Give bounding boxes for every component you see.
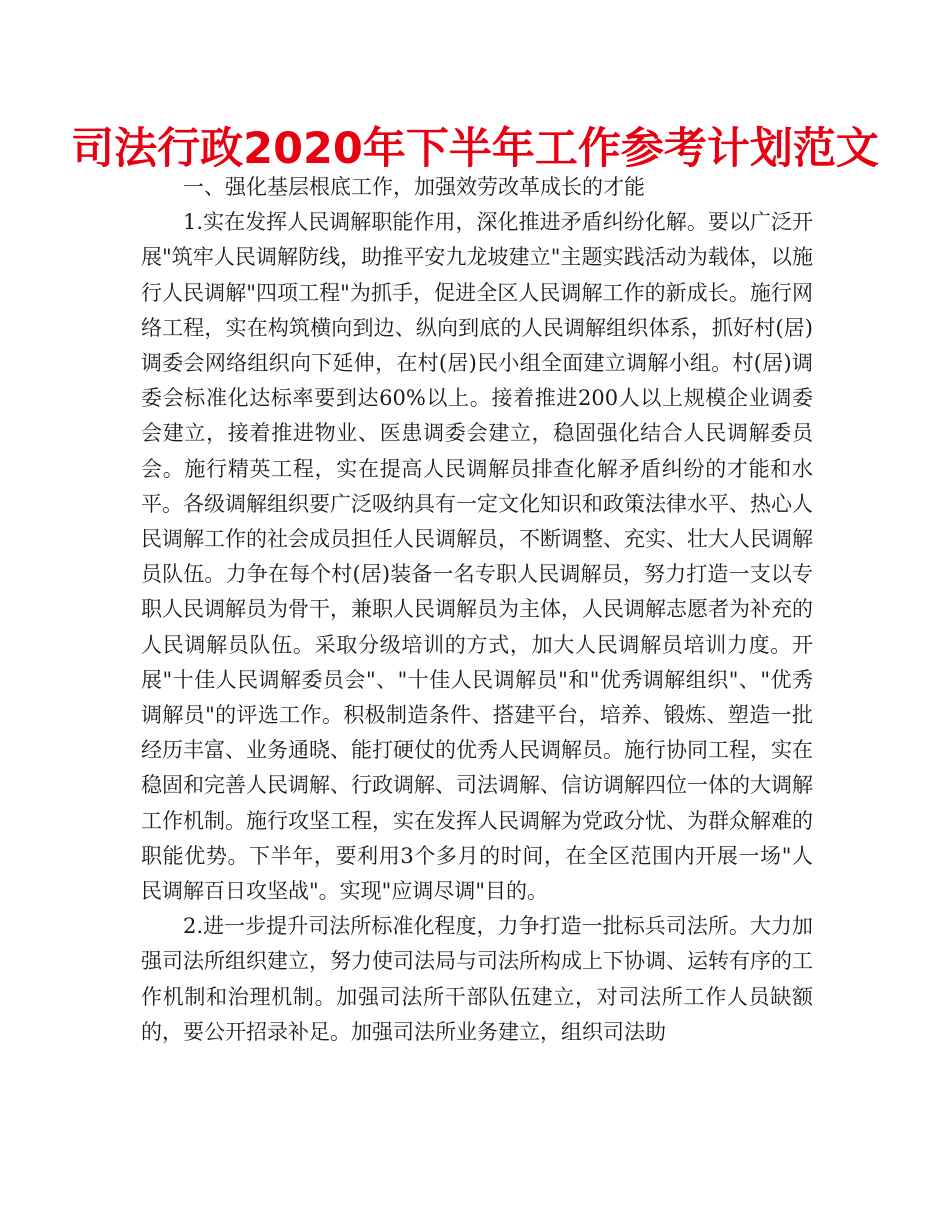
section-heading: 一、强化基层根底工作，加强效劳改革成长的才能: [183, 175, 645, 199]
document-title: 司法行政2020年下半年工作参考计划范文: [71, 124, 879, 174]
document-body: [141, 170, 813, 1050]
paragraph-1: 1.实在发挥人民调解职能作用，深化推进矛盾纠纷化解。要以广泛开展"筑牢人民调解防线，助推平安九龙坡建立"主题实践活动为载体，以施行人民调解"四项工程"为抓手，促进全区人民调解工作的新成长。施行网络工程，实在构筑横向到边、纵向到底的人民调解组织体系，抓好村(居)调委会网络组织向下延伸，在村(居)民小组全面建立调解小组。村(居)调委会标准化达标率要到达60%以上。接着推进200人以上规模企业调委会建立，接着推进物业、医患调委会建立，稳固强化结合人民调解委员会。施行精英工程，实在提高人民调解员排查化解矛盾纠纷的才能和水平。各级调解组织要广泛吸纳具有一定文化知识和政策法律水平、热心人民调解工作的社会成员担任人民调解员，不断调整、充实、壮大人民调解员队伍。力争在每个村(居)装备一名专职人民调解员，努力打造一支以专职人民调解员为骨干，兼职人民调解员为主体，人民调解志愿者为补充的人民调解员队伍。采取分级培训的方式，加大人民调解员培训力度。开展"十佳人民调解委员会"、"十佳人民调解员"和"优秀调解组织"、"优秀调解员"的评选工作。积极制造条件、搭建平台，培养、锻炼、塑造一批经历丰富、业务通晓、能打硬仗的优秀人民调解员。施行协同工程，实在稳固和完善人民调解、行政调解、司法调解、信访调解四位一体的大调解工作机制。施行攻坚工程，实在发挥人民调解为党政分忧、为群众解难的职能优势。下半年，要利用3个多月的时间，在全区范围内开展一场"人民调解百日攻坚战"。实现"应调尽调"目的。: [141, 210, 813, 904]
paragraph-2: 2.进一步提升司法所标准化程度，力争打造一批标兵司法所。大力加强司法所组织建立，努力使司法局与司法所构成上下协调、运转有序的工作机制和治理机制。加强司法所干部队伍建立，对司法所工作人员缺额的，要公开招录补足。加强司法所业务建立，组织司法助: [141, 914, 813, 1044]
